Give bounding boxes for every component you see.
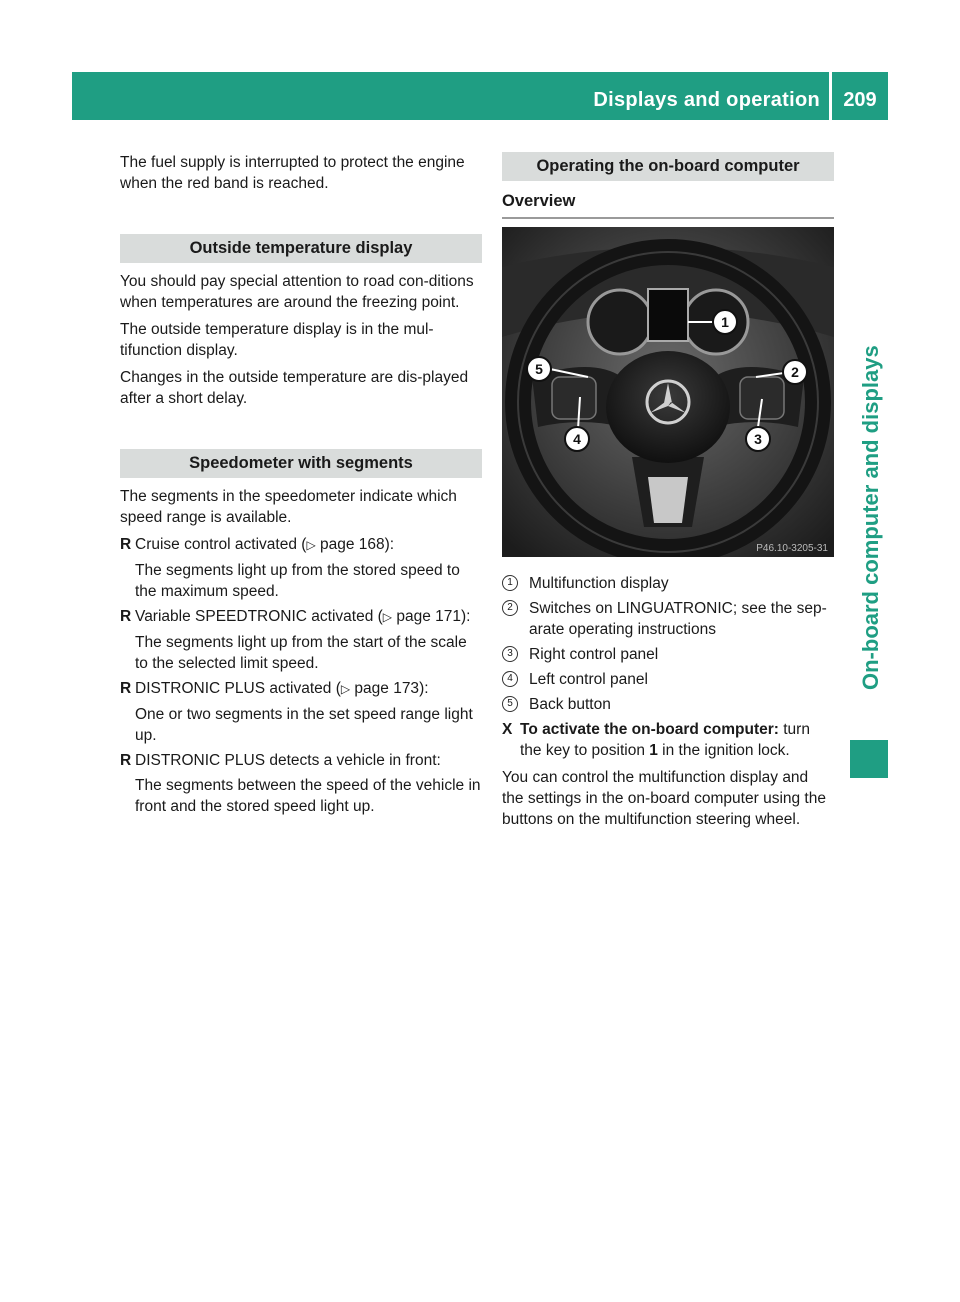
steering-wheel-figure [502, 227, 834, 557]
closing-paragraph: You can control the multifunction display and the settings in the on-board computer using the buttons on the multifunction steering wheel. [502, 769, 826, 828]
ref-arrow-icon: ▷ [340, 682, 351, 696]
legend-number: 4 [502, 671, 518, 687]
callout-1 [713, 310, 737, 334]
legend-number: 5 [502, 696, 518, 712]
svg-text:1: 1 [721, 314, 729, 330]
svg-text:4: 4 [573, 431, 581, 447]
legend-number: 3 [502, 646, 518, 662]
list-item: R DISTRONIC PLUS activated (▷ page 173): One or two segments in the set speed range light up. [120, 678, 482, 746]
legend-item: 4 Left control panel [502, 669, 834, 690]
list-item-detail: The segments light up from the stored speed to the maximum speed. [135, 562, 460, 600]
list-item: R Cruise control activated (▷ page 168): The segments light up from the stored speed to the maximum speed. [120, 534, 482, 602]
legend-item: 2 Switches on LINGUATRONIC; see the sep-arate operating instructions [502, 598, 834, 640]
paragraph: The segments in the speedometer indicate which speed range is available. [120, 488, 457, 526]
paragraph: The outside temperature display is in the mul-tifunction display. [120, 321, 434, 359]
section-heading-speedometer: Speedometer with segments [120, 449, 482, 478]
intro-paragraph: The fuel supply is interrupted to protect the engine when the red band is reached. [120, 154, 465, 192]
bullet-icon: R [120, 608, 132, 625]
right-control-panel [740, 377, 784, 419]
list-item-detail: One or two segments in the set speed range light up. [135, 706, 473, 744]
right-column [502, 152, 834, 836]
section-heading-onboard-computer: Operating the on-board computer [502, 152, 834, 181]
legend-item: 1 Multifunction display [502, 573, 834, 594]
svg-text:3: 3 [754, 431, 762, 447]
legend-number: 2 [502, 600, 518, 616]
paragraph: You should pay special attention to road con-ditions when temperatures are around the freezing point. [120, 273, 474, 311]
left-control-panel [552, 377, 596, 419]
list-item-detail: The segments light up from the start of the scale to the selected limit speed. [135, 634, 467, 672]
side-tab [846, 170, 894, 690]
svg-text:2: 2 [791, 364, 799, 380]
figure-code: P46.10-3205-31 [756, 543, 828, 554]
legend-item: 3 Right control panel [502, 644, 834, 665]
callout-5 [527, 357, 551, 381]
paragraph: Changes in the outside temperature are dis-played after a short delay. [120, 369, 469, 407]
action-step: X To activate the on-board computer: turn the key to position 1 in the ignition lock. [502, 721, 810, 759]
callout-4 [565, 427, 589, 451]
callout-2 [783, 360, 807, 384]
divider [502, 217, 834, 219]
side-tab-marker [850, 740, 888, 778]
page-header [72, 72, 888, 120]
left-column [120, 152, 482, 821]
ref-arrow-icon: ▷ [382, 610, 393, 624]
list-item: R DISTRONIC PLUS detects a vehicle in front: The segments between the speed of the vehicle in front and the stored speed light up. [120, 752, 481, 815]
ref-arrow-icon: ▷ [306, 538, 316, 552]
action-label: To activate the on-board computer: [520, 721, 779, 738]
page-reference[interactable]: page 171 [396, 608, 461, 625]
speedometer-gauge [588, 290, 652, 354]
multifunction-display [648, 289, 688, 341]
list-item-detail: The segments between the speed of the vehicle in front and the stored speed light up. [135, 777, 481, 815]
bullet-icon: R [120, 536, 132, 553]
bullet-icon: R [120, 752, 132, 769]
bullet-icon: R [120, 680, 132, 697]
page-reference[interactable]: page 168 [319, 536, 385, 553]
key-position: 1 [649, 742, 658, 759]
list-item: R Variable SPEEDTRONIC activated (▷ page 171): The segments light up from the start of the scale to the selected limit speed. [120, 606, 482, 674]
legend-number: 1 [502, 575, 518, 591]
action-arrow-icon: X [502, 721, 513, 738]
side-tab-label: On-board computer and displays [858, 345, 883, 690]
legend-item: 5 Back button [502, 694, 834, 715]
page-reference[interactable]: page 173 [354, 680, 420, 697]
section-heading-outside-temp: Outside temperature display [120, 234, 482, 263]
svg-text:5: 5 [535, 361, 543, 377]
header-title: Displays and operation [593, 89, 820, 111]
page-number: 209 [843, 89, 877, 111]
airbag-hub [606, 351, 730, 463]
callout-3 [746, 427, 770, 451]
subheading-overview: Overview [502, 192, 576, 210]
